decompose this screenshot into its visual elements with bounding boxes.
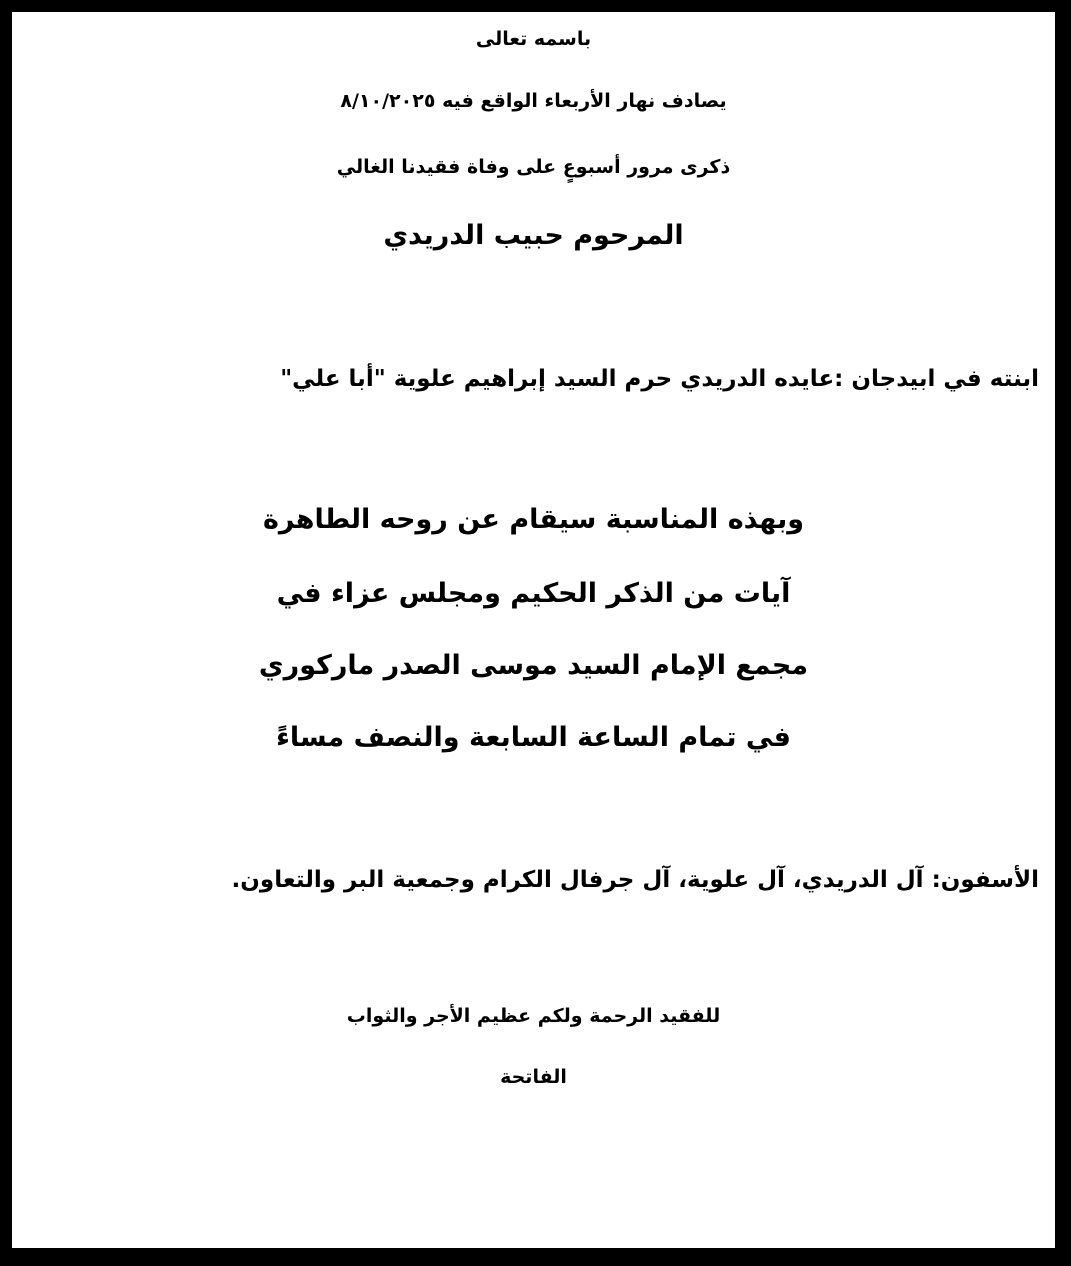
deceased-name: المرحوم حبيب الدريدي: [383, 220, 684, 251]
date-line: يصادف نهار الأربعاء الواقع فيه ٨/١٠/٢٠٢٥: [340, 90, 727, 112]
ceremony-line: في تمام الساعة السابعة والنصف مساءً: [276, 722, 791, 753]
ceremony-line: مجمع الإمام السيد موسى الصدر ماركوري: [258, 650, 809, 681]
ceremony-line: وبهذه المناسبة سيقام عن روحه الطاهرة: [262, 504, 804, 535]
occasion-line: ذكرى مرور أسبوعٍ على وفاة فقيدنا الغالي: [336, 156, 731, 178]
mourners-line: الأسفون: آل الدريدي، آل علوية، آل جرفال الكرام وجمعية البر والتعاون.: [231, 867, 1039, 893]
daughter-line: ابنته في ابيدجان :عايده الدريدي حرم السيد إبراهيم علوية "أبا علي": [280, 366, 1039, 392]
header-basmala: باسمه تعالى: [475, 28, 592, 50]
ceremony-line: آيات من الذكر الحكيم ومجلس عزاء في: [276, 578, 791, 609]
closing-line: للفقيد الرحمة ولكم عظيم الأجر والثواب: [346, 1005, 721, 1027]
obituary-page: [12, 12, 1055, 1248]
fatiha-line: الفاتحة: [500, 1066, 567, 1088]
